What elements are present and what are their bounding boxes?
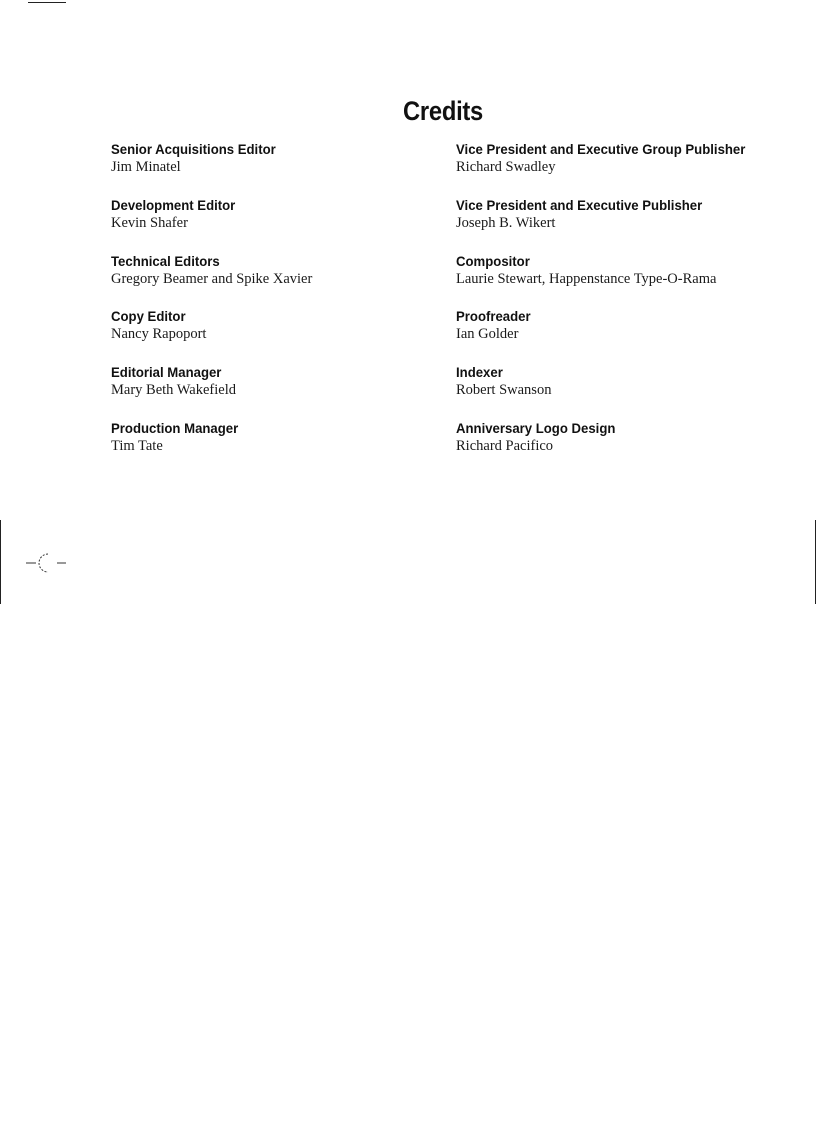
credit-role: Vice President and Executive Publisher [456, 196, 703, 213]
credit-role: Anniversary Logo Design [456, 419, 616, 436]
credit-entry [456, 363, 801, 419]
credit-entry [456, 307, 801, 363]
page-title: Credits [402, 96, 484, 126]
credit-name: Jim Minatel [111, 159, 181, 175]
registration-mark-icon [24, 550, 70, 576]
credit-name: Richard Pacifico [456, 437, 554, 454]
credit-name: Joseph B. Wikert [456, 214, 556, 231]
credits-left-column [111, 140, 431, 475]
credit-role: Copy Editor [111, 308, 186, 325]
credit-entry [111, 252, 431, 308]
credit-entry [111, 307, 431, 363]
credit-role: Production Manager [111, 419, 239, 436]
credits-right-column [456, 140, 801, 475]
crop-mark-left [0, 520, 1, 604]
credit-role: Editorial Manager [111, 364, 222, 381]
credit-entry [111, 363, 431, 419]
credit-name: Tim Tate [111, 437, 163, 454]
credit-role: Proofreader [456, 308, 531, 325]
credit-role: Development Editor [111, 196, 236, 213]
credit-name: Mary Beth Wakefield [111, 382, 236, 399]
credit-entry [111, 419, 431, 475]
credit-entry [456, 196, 801, 252]
credit-entry [111, 140, 431, 196]
credit-name: Gregory Beamer and Spike Xavier [111, 270, 313, 287]
credit-role: Senior Acquisitions Editor [111, 141, 276, 157]
credit-role: Indexer [456, 364, 503, 381]
credit-name: Laurie Stewart, Happenstance Type-O-Rama [456, 270, 717, 287]
credit-name: Robert Swanson [456, 382, 552, 399]
credit-role: Technical Editors [111, 252, 220, 269]
credit-name: Richard Swadley [456, 159, 556, 175]
credit-entry [111, 196, 431, 252]
credit-entry [456, 252, 801, 308]
crop-mark-top-left [28, 2, 66, 3]
credit-name: Nancy Rapoport [111, 326, 207, 343]
credit-role: Vice President and Executive Group Publisher [456, 141, 746, 157]
credit-entry [456, 419, 801, 475]
credit-entry [456, 140, 801, 196]
credit-name: Ian Golder [456, 326, 519, 343]
credit-role: Compositor [456, 252, 530, 269]
credit-name: Kevin Shafer [111, 214, 188, 231]
